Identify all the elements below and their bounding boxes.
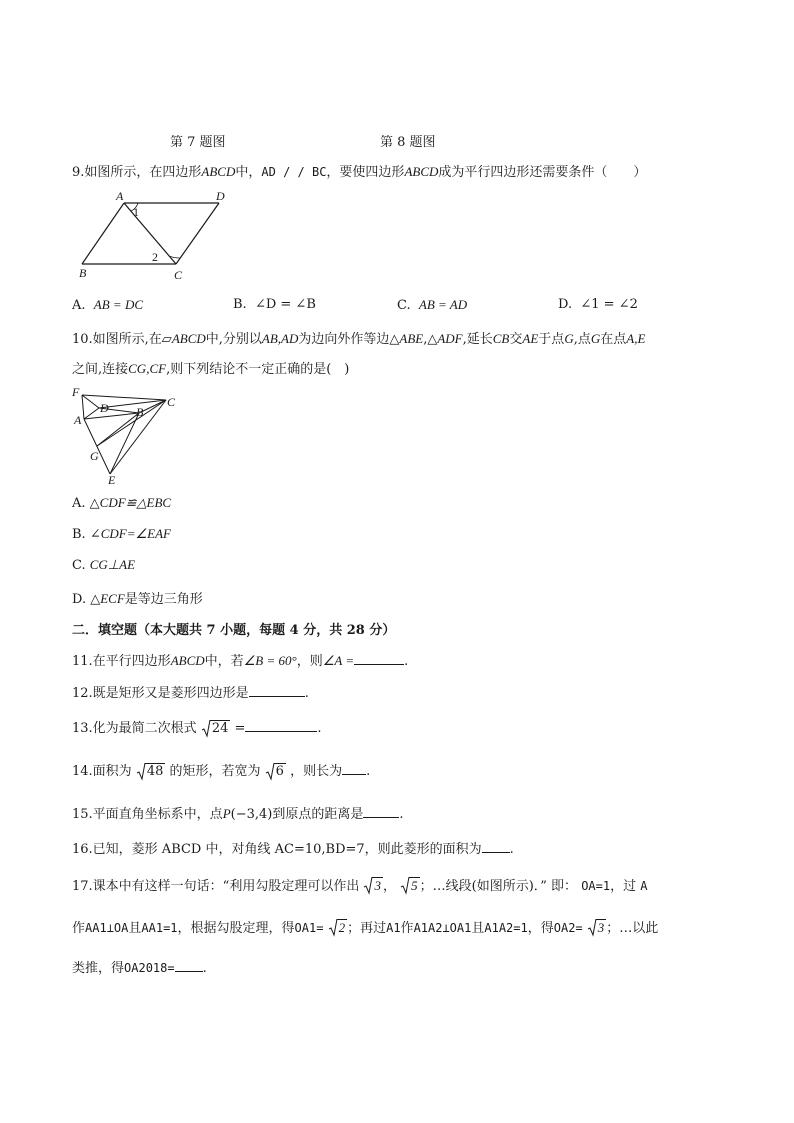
q13-answer-blank[interactable] — [245, 717, 317, 732]
q10-text: 于点 — [538, 332, 565, 347]
sqrt-6 — [265, 763, 286, 779]
q17-mono: A — [640, 879, 648, 893]
q9-label-1: 1 — [133, 205, 139, 219]
q15-answer-blank[interactable] — [363, 803, 399, 818]
q10-text: 交 — [509, 332, 523, 347]
q17-text: ，根据勾股定理，得 — [177, 921, 295, 936]
option-text: ∠D = ∠B — [254, 297, 316, 312]
question-12 — [72, 682, 309, 701]
q11-answer-blank[interactable] — [354, 650, 404, 665]
sqrt-3b — [587, 919, 607, 936]
q9-abcd: ABCD — [201, 164, 236, 179]
radicand: 3 — [374, 878, 381, 893]
q10-text: ,延长 — [462, 332, 493, 347]
question-9-figure — [74, 188, 234, 284]
question-16 — [72, 838, 514, 857]
radicand: 24 — [211, 721, 229, 736]
q9-side-ab — [82, 203, 124, 264]
q9-label-d: D — [216, 189, 225, 203]
q17-mono: AA1⊥OA — [85, 921, 129, 935]
q15-text: 15.平面直角坐标系中，点 — [72, 807, 223, 822]
question-11 — [72, 650, 408, 669]
question-15 — [72, 803, 404, 822]
q17-text: ；再过 — [347, 921, 387, 936]
q16-end: . — [509, 842, 514, 857]
q10-text: ,则下列结论不一定正确的是( ) — [166, 362, 350, 377]
q10-math: ABE — [399, 331, 424, 346]
option-label: C. — [72, 558, 90, 573]
question-10-figure — [70, 385, 182, 487]
q14-end: . — [366, 764, 371, 779]
question-17-line2 — [72, 917, 658, 936]
q10-text: ,△ — [423, 332, 438, 347]
q9-condition: AD / / BC — [261, 165, 327, 179]
q10-label-d: D — [100, 401, 109, 415]
q10-option-a[interactable] — [72, 495, 171, 511]
q13-text: 13.化为最简二次根式 — [72, 721, 197, 736]
q17-text: ，得 — [527, 921, 554, 936]
option-text: ECF — [100, 591, 125, 606]
option-text: ∠1 = ∠2 — [580, 297, 638, 312]
q17-end: . — [202, 961, 207, 976]
q9-text: ，要使四边形 — [326, 165, 405, 180]
q11-text: 11.在平行四边形 — [72, 654, 171, 669]
q16-answer-blank[interactable] — [482, 838, 510, 853]
option-text: AB = DC — [93, 297, 144, 312]
q9-text: 成为平行四边形还需要条件（ ） — [438, 165, 647, 180]
q17-mono: OA1= — [294, 921, 324, 935]
q12-text: 12.既是矩形又是菱形四边形是 — [72, 686, 249, 701]
option-label: D. — [558, 297, 573, 312]
q9-option-c[interactable] — [397, 297, 467, 313]
q17-text: 且 — [471, 921, 485, 936]
q10-text: 10.如图所示,在▱ — [72, 332, 172, 347]
q9-label-a: A — [116, 189, 124, 203]
q12-end: . — [304, 686, 309, 701]
option-label: B. — [233, 297, 247, 312]
q10-label-g: G — [90, 449, 99, 463]
q12-answer-blank[interactable] — [249, 682, 305, 697]
q10-text: ,点 — [573, 332, 591, 347]
q10-text: 之间,连接 — [72, 362, 129, 377]
q15-point: P — [222, 806, 231, 821]
q10-option-d[interactable] — [72, 588, 203, 607]
q10-label-c: C — [167, 395, 176, 409]
radicand: 3 — [597, 920, 605, 935]
option-label: B. ∠ — [72, 527, 101, 542]
q9-option-d[interactable] — [558, 297, 638, 312]
option-text: CG⊥AE — [89, 557, 136, 572]
q13-end: . — [317, 721, 322, 736]
q9-abcd: ABCD — [404, 164, 439, 179]
q13-eq: = — [234, 721, 246, 736]
q10-math: AB,AD — [261, 331, 299, 346]
q17-text: 17.课本中有这样一句话：“利用勾股定理可以作出 — [72, 879, 360, 894]
q17-text: 作 — [72, 921, 86, 936]
q10-text: 在点 — [600, 332, 627, 347]
question-14 — [72, 760, 370, 779]
q17-text: 类推，得 — [72, 961, 125, 976]
q17-text: ；…以此 — [606, 921, 659, 936]
question-17-line3 — [72, 957, 207, 976]
option-text: CDF≌△EBC — [99, 495, 172, 510]
q10-label-f: F — [72, 385, 80, 399]
q16-text: 16.已知，菱形 ABCD 中，对角线 AC=10,BD=7，则此菱形的面积为 — [72, 842, 482, 857]
q14-text: 的矩形，若宽为 — [169, 764, 261, 779]
radicand: 48 — [146, 764, 164, 779]
q17-text: ， — [382, 879, 396, 894]
q9-label-c: C — [174, 268, 183, 282]
q9-option-a[interactable] — [72, 297, 143, 313]
q14-text: ，则长为 — [290, 764, 343, 779]
q11-math: ∠B = 60° — [243, 653, 297, 668]
q11-math: ∠A = — [322, 653, 355, 668]
q17-text: 作 — [400, 921, 414, 936]
option-label: D. △ — [72, 592, 101, 607]
sqrt-2 — [328, 919, 348, 936]
q10-math: A,E — [626, 331, 646, 346]
q10-label-a: A — [74, 413, 82, 427]
option-label: A. — [72, 298, 86, 313]
option-label: C. — [397, 298, 411, 313]
q17-mono: A1A2=1 — [484, 921, 528, 935]
q10-math: G — [590, 331, 601, 346]
q10-label-e: E — [108, 473, 116, 487]
figure-7-caption: 第 7 题图 — [170, 135, 226, 150]
q9-side-cd — [176, 203, 219, 264]
q10-math: CB — [492, 331, 510, 346]
q9-label-b: B — [79, 266, 87, 280]
q17-mono: A1A2⊥OA1 — [413, 921, 472, 935]
sqrt-5 — [400, 877, 420, 894]
question-13 — [72, 717, 322, 736]
q11-text: ，则 — [296, 654, 323, 669]
q17-mono: A1 — [386, 921, 401, 935]
q10-option-c[interactable] — [72, 557, 135, 573]
q15-coord: (−3,4) — [230, 807, 273, 822]
question-10-stem-line2 — [72, 358, 349, 377]
radicand: 2 — [338, 920, 346, 935]
q17-text: ；…线段(如图所示)．” 即： — [419, 879, 578, 894]
q10-math: ADF — [437, 331, 463, 346]
q11-math: ABCD — [170, 653, 205, 668]
q17-mono: OA2018= — [124, 961, 175, 975]
radicand: 6 — [275, 764, 284, 779]
q10-math: G — [564, 331, 574, 346]
q15-text: 到原点的距离是 — [272, 807, 364, 822]
q9-number: 9. — [72, 165, 85, 180]
q10-math: CG,CF — [128, 361, 167, 376]
q11-text: 中，若 — [204, 654, 244, 669]
q15-end: . — [399, 807, 404, 822]
section-2-title: 二．填空题（本大题共 7 小题，每题 4 分，共 28 分） — [72, 623, 396, 638]
q11-end: . — [404, 654, 409, 669]
q10-text: 为边向外作等边△ — [298, 332, 400, 347]
option-suffix: 是等边三角形 — [124, 592, 203, 607]
q17-mono: AA1=1 — [141, 921, 178, 935]
q10-text: 中,分别以 — [205, 332, 262, 347]
question-17-line1 — [72, 875, 648, 894]
q17-text: 且 — [128, 921, 142, 936]
q17-mono: OA=1 — [581, 879, 611, 893]
option-text: CDF=∠EAF — [100, 526, 171, 541]
q9-diagonal-ac — [124, 203, 176, 264]
q17-answer-blank[interactable] — [175, 957, 203, 972]
figure-8-caption: 第 8 题图 — [380, 135, 436, 150]
q9-label-2: 2 — [152, 250, 158, 264]
option-text: AB = AD — [418, 297, 468, 312]
q10-option-b[interactable] — [72, 526, 171, 542]
sqrt-3 — [363, 877, 383, 894]
q10-label-b: B — [136, 405, 144, 419]
question-9-stem — [72, 161, 646, 180]
q9-text: 中， — [235, 165, 262, 180]
q9-text: 如图所示，在四边形 — [84, 165, 202, 180]
question-10-stem-line1 — [72, 328, 645, 347]
q17-mono: OA2= — [553, 921, 583, 935]
option-label: A. △ — [72, 496, 100, 511]
radicand: 5 — [411, 878, 418, 893]
q9-option-b[interactable] — [233, 297, 316, 312]
q17-text: ，过 — [610, 879, 637, 894]
sqrt-24 — [201, 720, 231, 736]
q10-math: AE — [522, 331, 539, 346]
q14-text: 14.面积为 — [72, 764, 132, 779]
sqrt-48 — [136, 763, 166, 779]
q14-answer-blank[interactable] — [342, 760, 366, 775]
q10-math: ABCD — [171, 331, 206, 346]
